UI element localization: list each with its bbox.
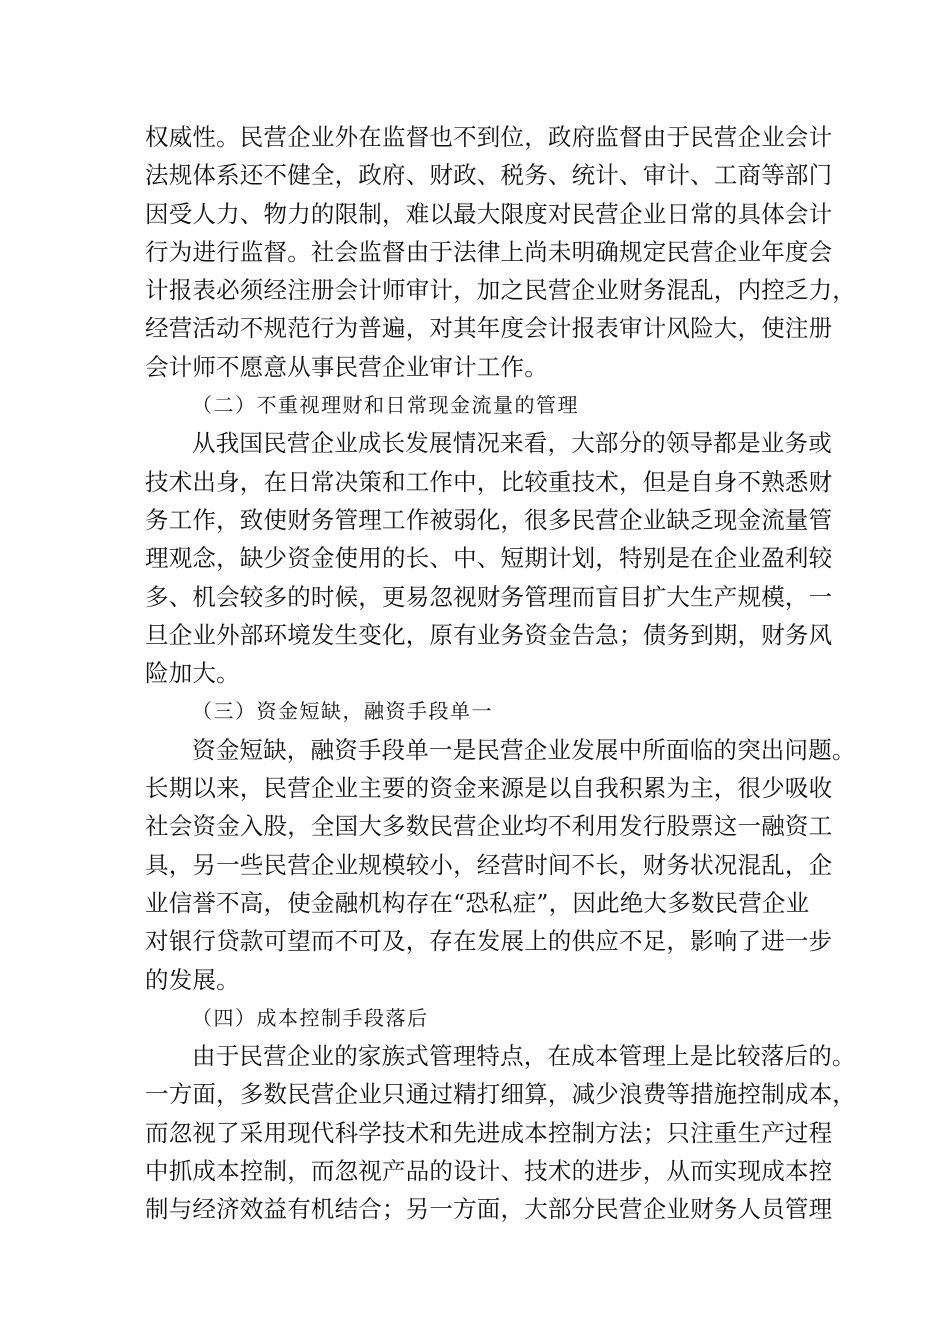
paragraph-line: 中抓成本控制，而忽视产品的设计、技术的进步，从而实现成本控: [145, 1157, 833, 1186]
paragraph-line: 由于民营企业的家族式管理特点，在成本管理上是比较落后的。: [192, 1042, 856, 1071]
paragraph-line: 计报表必须经注册会计师审计，加之民营企业财务混乱，内控乏力，: [145, 276, 856, 305]
paragraph-line: 具，另一些民营企业规模较小，经营时间不长，财务状况混乱，企: [145, 850, 833, 879]
paragraph-line: 法规体系还不健全，政府、财政、税务、统计、审计、工商等部门: [145, 161, 833, 190]
paragraph-line: 的发展。: [145, 965, 240, 994]
paragraph-line: 理观念，缺少资金使用的长、中、短期计划，特别是在企业盈利较: [145, 544, 833, 573]
section-heading: （二）不重视理财和日常现金流量的管理: [192, 393, 579, 418]
paragraph-line: 多、机会较多的时候，更易忽视财务管理而盲目扩大生产规模，一: [145, 582, 833, 611]
paragraph-line: 从我国民营企业成长发展情况来看，大部分的领导都是业务或: [192, 429, 832, 458]
paragraph-line: 社会资金入股，全国大多数民营企业均不利用发行股票这一融资工: [145, 812, 833, 841]
paragraph-line: 资金短缺，融资手段单一是民营企业发展中所面临的突出问题。: [192, 735, 856, 764]
paragraph-line: 对银行贷款可望而不可及，存在发展上的供应不足，影响了进一步: [145, 927, 833, 956]
section-heading: （四）成本控制手段落后: [192, 1005, 429, 1030]
paragraph-line: 险加大。: [145, 659, 240, 688]
section-heading: （三）资金短缺，融资手段单一: [192, 699, 493, 724]
paragraph-line: 旦企业外部环境发生变化，原有业务资金告急；债务到期，财务风: [145, 620, 833, 649]
paragraph-line: 会计师不愿意从事民营企业审计工作。: [145, 352, 548, 381]
paragraph-line: 业信誉不高，使金融机构存在“恐私症”，因此绝大多数民营企业: [145, 888, 810, 917]
paragraph-line: 一方面，多数民营企业只通过精打细算，减少浪费等措施控制成本，: [145, 1080, 856, 1109]
paragraph-line: 经营活动不规范行为普遍，对其年度会计报表审计风险大，使注册: [145, 314, 833, 343]
document-body: [145, 118, 856, 1229]
paragraph-line: 因受人力、物力的限制，难以最大限度对民营企业日常的具体会计: [145, 199, 833, 228]
paragraph-line: 制与经济效益有机结合；另一方面，大部分民营企业财务人员管理: [145, 1195, 833, 1224]
paragraph-line: 权威性。民营企业外在监督也不到位，政府监督由于民营企业会计: [145, 123, 833, 151]
paragraph-line: 务工作，致使财务管理工作被弱化，很多民营企业缺乏现金流量管: [145, 505, 833, 534]
paragraph-line: 长期以来，民营企业主要的资金来源是以自我积累为主，很少吸收: [145, 774, 833, 803]
paragraph-line: 而忽视了采用现代科学技术和先进成本控制方法；只注重生产过程: [145, 1118, 833, 1147]
paragraph-line: 技术出身，在日常决策和工作中，比较重技术，但是自身不熟悉财: [145, 467, 833, 496]
paragraph-line: 行为进行监督。社会监督由于法律上尚未明确规定民营企业年度会: [145, 237, 833, 266]
